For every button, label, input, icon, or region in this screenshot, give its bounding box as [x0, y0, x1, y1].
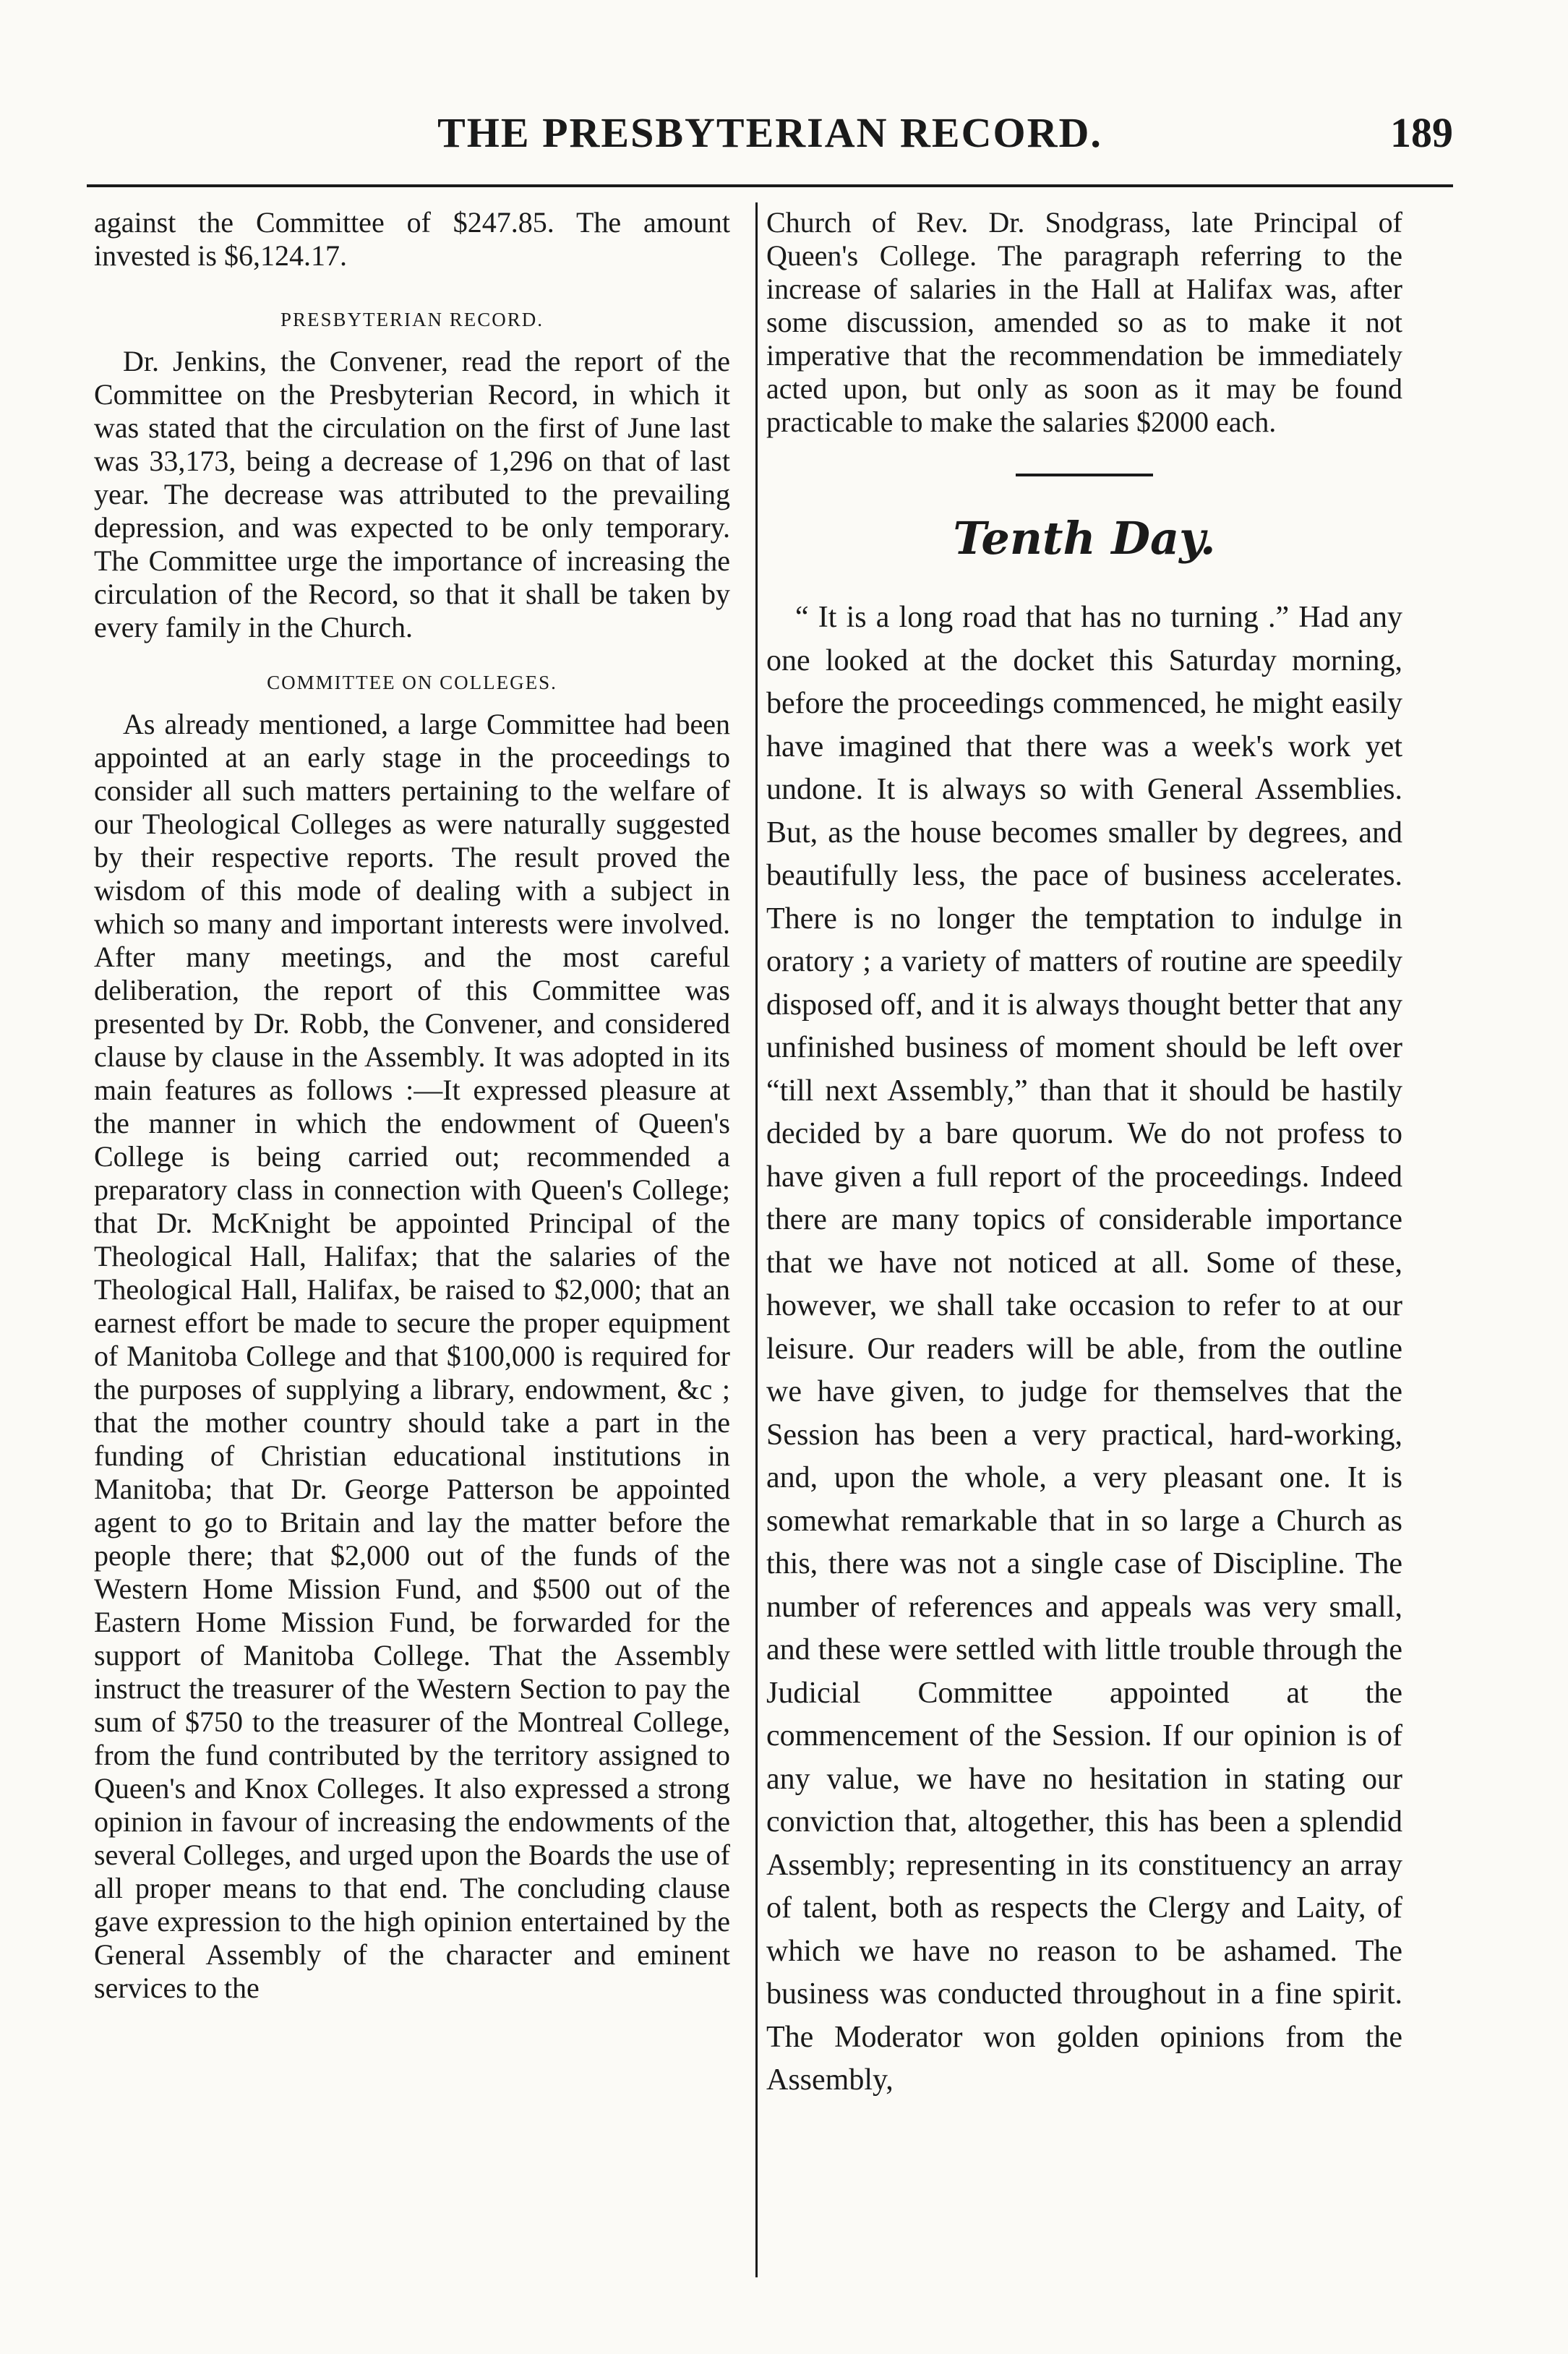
section-separator	[1016, 474, 1153, 476]
left-column	[94, 206, 730, 2005]
page-number: 189	[1390, 109, 1453, 156]
column-divider	[755, 202, 758, 2277]
tenth-day-paragraph: “ It is a long road that has no turning .” Had any one looked at the docket this Saturday morning, before the proceedings commenced, he might easily have imagined that there was a week's work yet undone. It is always so with General Assemblies. But, as the house becomes smaller by degrees, and beautifully less, the pace of business accelerates. There is no longer the temptation to indulge in oratory ; a variety of matters of routine are speedily disposed off, and it is always thought better that any unfinished business of moment should be left over “till next Assembly,” than that it should be hastily decided by a bare quorum. We do not profess to have given a full report of the proceedings. Indeed there are many topics of considerable importance that we have not noticed at all. Some of these, however, we shall take occasion to refer to at our leisure. Our readers will be able, from the outline we have given, to judge for themselves that the Session has been a very practical, hard-working, and, upon the whole, a very pleasant one. It is somewhat remarkable that in so large a Church as this, there was not a single case of Discipline. The number of references and appeals was very small, and these were settled with little trouble through the Judicial Committee appointed at the commencement of the Session. If our opinion is of any value, we have no hesitation in stating our conviction that, altogether, this has been a splendid Assembly; representing in its constituency an array of talent, both as respects the Clergy and Laity, of which we have no reason to be ashamed. The business was conducted throughout in a fine spirit. The Moderator won golden opinions from the Assembly,	[766, 601, 1402, 2097]
running-title: THE PRESBYTERIAN RECORD.	[437, 109, 1102, 156]
continuation-paragraph: Church of Rev. Dr. Snodgrass, late Principal of Queen's College. The paragraph referring to the increase of salaries in the Hall at Halifax was, after some discussion, amended so as to make it not imperative that the recommendation be immediately acted upon, but only as soon as it may be found practicable to make the salaries $2000 each.	[766, 206, 1402, 438]
tenth-day-heading: Tenth Day.	[953, 512, 1216, 565]
right-column	[766, 206, 1402, 2102]
presbyterian-record-paragraph: Dr. Jenkins, the Convener, read the report of the Committee on the Presbyterian Record, in which it was stated that the circulation on the first of June last was 33,173, being a decrease of 1,296 on that of last year. The decrease was attributed to the prevailing depression, and was expected to be only temporary. The Committee urge the importance of increasing the circulation of the Record, so that it shall be taken by every family in the Church.	[94, 345, 730, 643]
opening-paragraph: against the Committee of $247.85. The amount invested is $6,124.17.	[94, 206, 730, 272]
section-heading-presbyterian-record: PRESBYTERIAN RECORD.	[280, 309, 544, 330]
committee-on-colleges-paragraph: As already mentioned, a large Committee had been appointed at an early stage in the proceedings to consider all such matters pertaining to the welfare of our Theological Colleges as were naturally suggested by their respective reports. The result proved the wisdom of this mode of dealing with a subject in which so many and important interests were involved. After many meetings, and the most careful deliberation, the report of this Committee was presented by Dr. Robb, the Convener, and considered clause by clause in the Assembly. It was adopted in its main features as follows :—It expressed pleasure at the manner in which the endowment of Queen's College is being carried out; recommended a preparatory class in connection with Queen's College; that Dr. McKnight be appointed Principal of the Theological Hall, Halifax; that the salaries of the Theological Hall, Halifax, be raised to $2,000; that an earnest effort be made to secure the proper equipment of Manitoba College and that $100,000 is required for the purposes of supplying a library, endowment, &c ; that the mother country should take a part in the funding of Christian educational institutions in Manitoba; that Dr. George Patterson be appointed agent to go to Britain and lay the matter before the people there; that $2,000 out of the funds of the Western Home Mission Fund, and $500 out of the Eastern Home Mission Fund, be forwarded for the support of Manitoba College. That the Assembly instruct the treasurer of the Western Section to pay the sum of $750 to the treasurer of the Montreal College, from the fund contributed by the territory assigned to Queen's and Knox Colleges. It also expressed a strong opinion in favour of increasing the endowments of the several Colleges, and urged upon the Boards the use of all proper means to that end. The concluding clause gave expression to the high opinion entertained by the General Assembly of the character and eminent services to the	[94, 708, 730, 2004]
section-heading-committee-on-colleges: COMMITTEE ON COLLEGES.	[267, 672, 557, 693]
header-rule	[87, 184, 1453, 187]
page-header	[87, 108, 1453, 174]
